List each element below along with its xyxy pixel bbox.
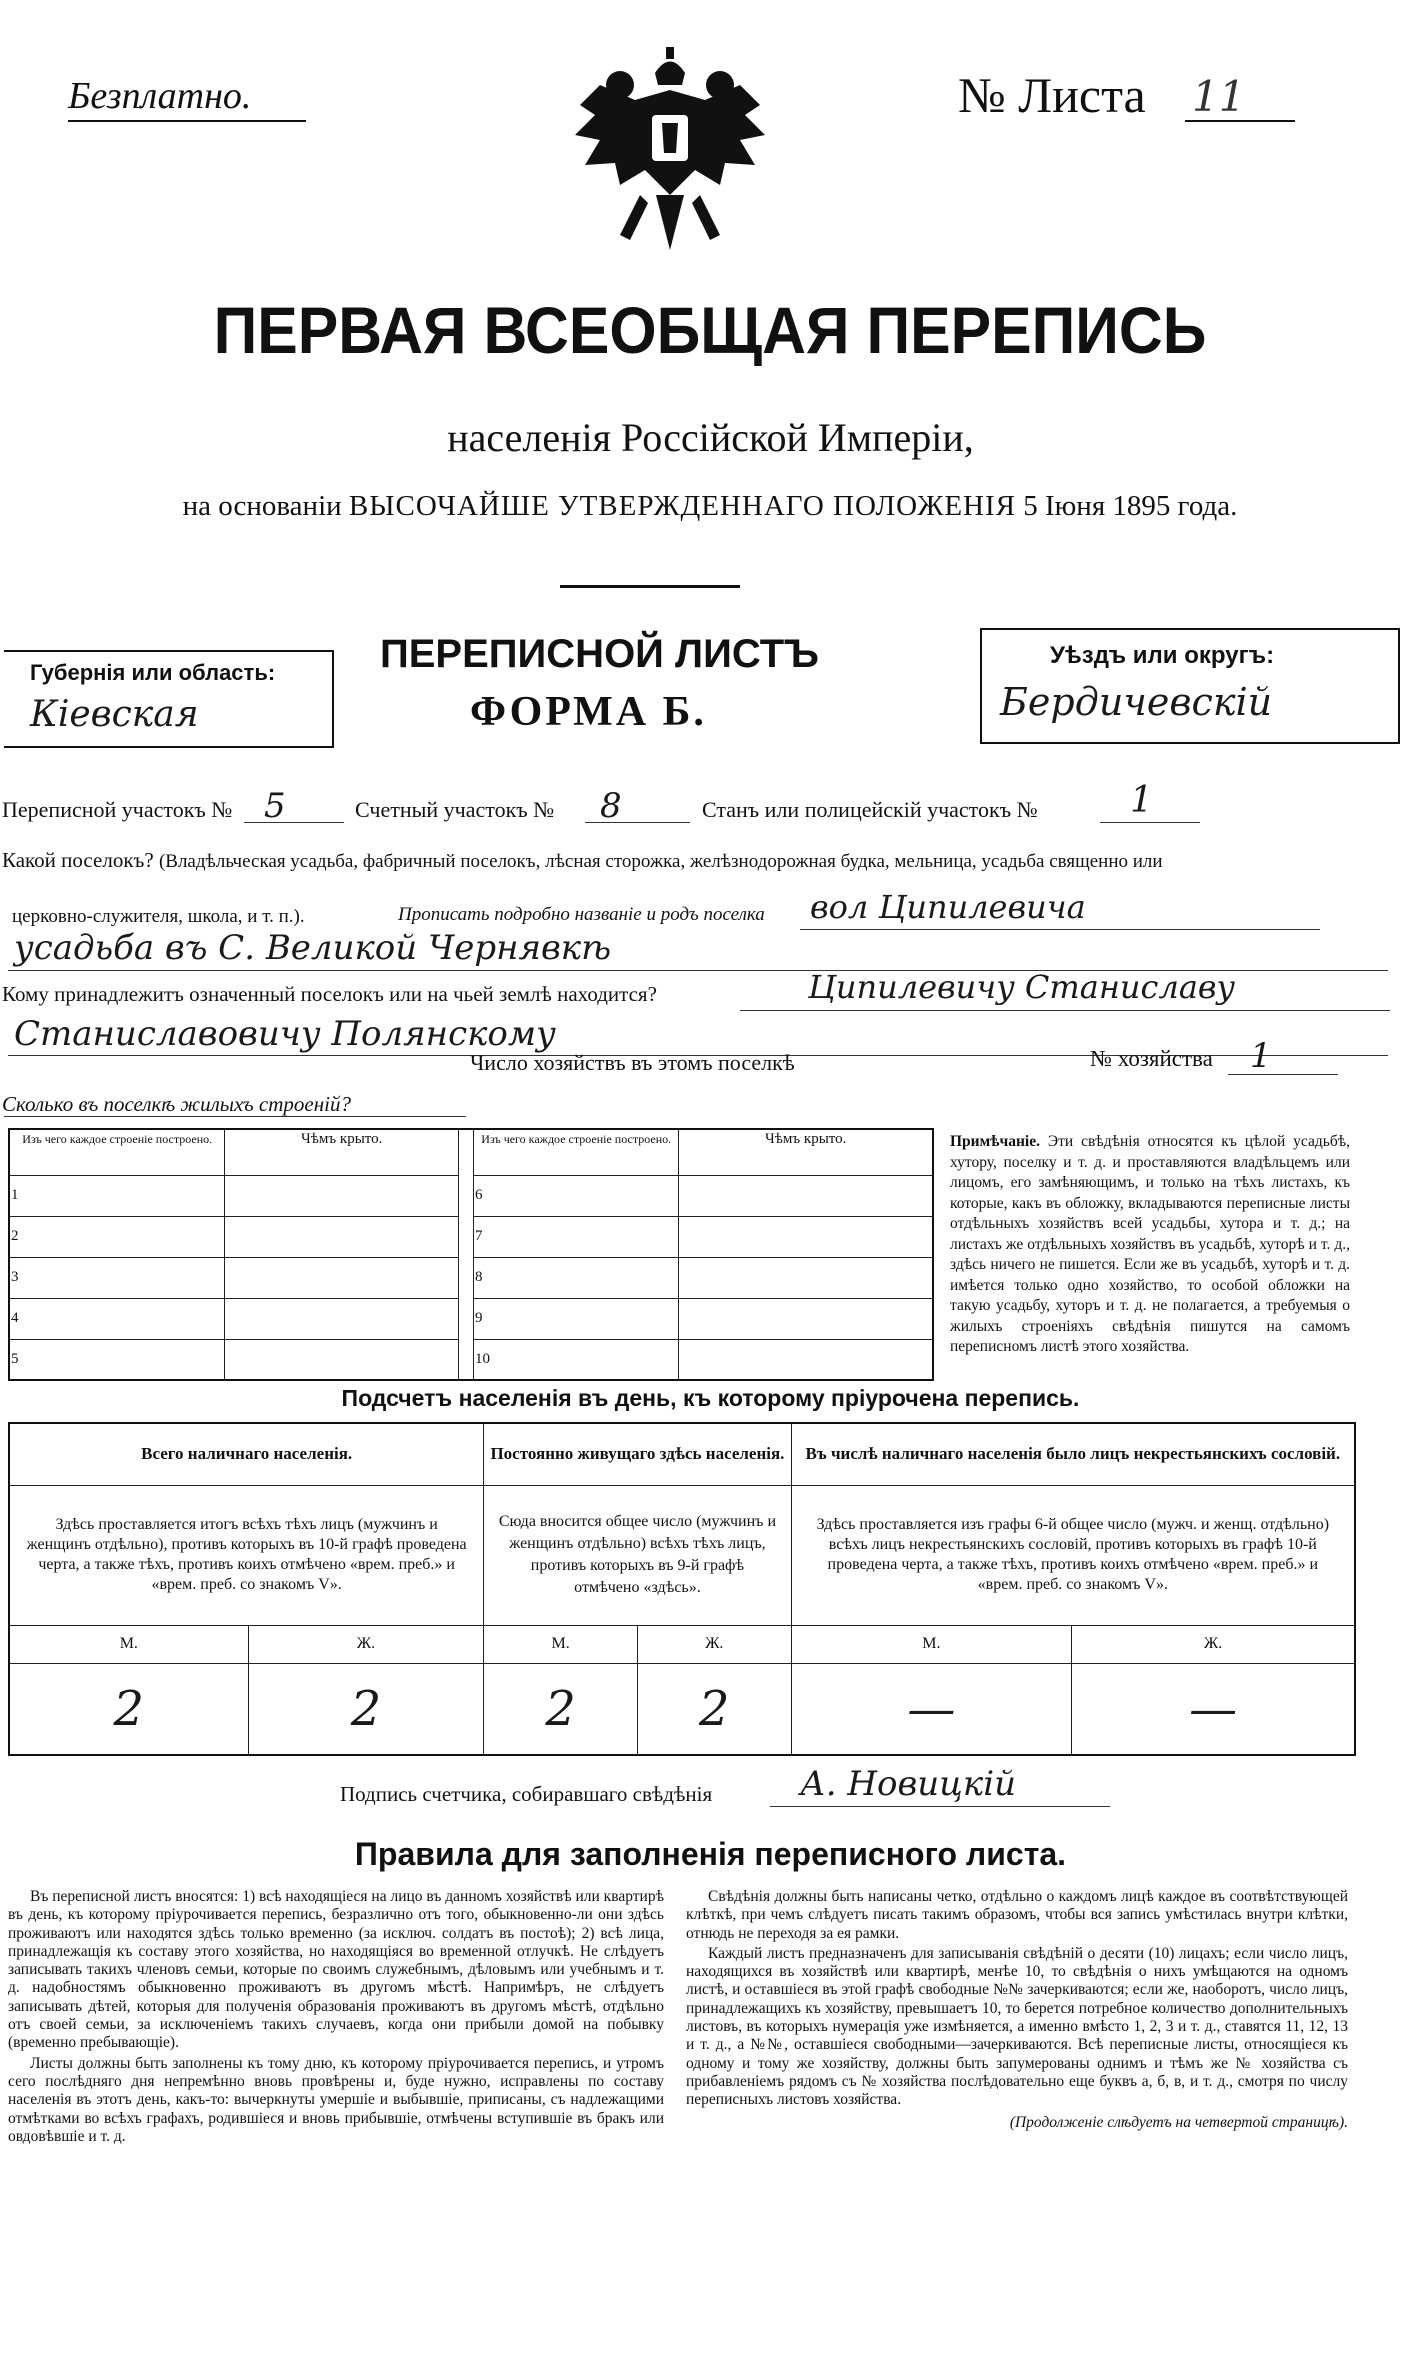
police-section-label: Станъ или полицейскій участокъ № [702,797,1038,822]
free-label: Безплатно. [68,75,252,117]
resident-population-header: Постоянно живущаго здѣсь населенія. [484,1423,791,1485]
building-row-6[interactable]: 6 [473,1175,678,1216]
settlement-hint: (Владѣльческая усадьба, фабричный поселокъ, лѣсная сторожка, желѣзнодорожная будка, мельница, усадьба священно или [158,851,1163,872]
settlement-value-2[interactable]: усадьба въ С. Великой Чернявкѣ [14,928,612,968]
resident-m-label: М. [484,1625,638,1663]
non-peasant-desc: Здѣсь проставляется изъ графы 6-й общее число (мужч. и женщ. отдѣльно) всѣхъ лицъ некрестьянскихъ сословій, противъ которыхъ въ графѣ 10-й проведена черта, а также тѣхъ, противъ коихъ отмѣчено «врем. преб.» и «врем. преб. со знакомъ V». [791,1485,1355,1625]
rules-left-paragraph-1: Въ переписной листъ вносятся: 1) всѣ находящіеся на лицо въ данномъ хозяйствѣ или квартирѣ въ день, къ которому пріурочивается перепись, безразлично отъ того, обыкновенно-ли они здѣсь проживаютъ или находятся здѣсь только временно (за исключ. солдатъ въ постоѣ); 2) всѣ лица, принадлежащія къ составу этого хозяйства, но находящіяся во временной отлучкѣ. Не слѣдуетъ записывать такихъ членовъ семьи, которые по своимъ служебнымъ, дѣловымъ или учебнымъ и т. д. надобностямъ обыкновенно проживаютъ въ другомъ мѣстѣ. Напримѣръ, не слѣдуетъ записывать дѣтей, которыя для полученія образованія проживаютъ въ другомъ мѣстѣ, отдѣльно отъ своей семьи, за исключеніемъ такихъ случаевъ, когда они прибыли домой на побывку (временно пребывающіе). [8,1888,664,2052]
double-headed-eagle-emblem [560,45,780,260]
total-m-label: М. [9,1625,248,1663]
settlement-label [2,848,1402,873]
settlement-line-1 [800,929,1320,930]
household-number-value[interactable]: 1 [1250,1036,1272,1076]
form-name: ПЕРЕПИСНОЙ ЛИСТЪ [380,632,819,676]
building-row-9[interactable]: 9 [473,1298,678,1339]
building-row-8[interactable]: 8 [473,1257,678,1298]
household-number-label: № хозяйства [1090,1046,1213,1071]
police-section-line [1100,822,1200,823]
form-code: ФОРМА Б. [470,689,707,735]
note-lead: Примѣчаніе. [950,1133,1040,1150]
rules-left-column [8,1888,664,2148]
census-section-value[interactable]: 5 [264,786,286,826]
district-value[interactable]: Бердичевскій [1000,680,1273,724]
population-table [8,1422,1356,1756]
rules-title: Правила для заполненія переписного листа. [354,1836,1067,1872]
census-section-label: Переписной участокъ № [2,797,233,822]
settlement-hint-2: церковно-служителя, школа, и т. п.). [12,906,305,927]
building-row-4[interactable]: 4 [9,1298,225,1339]
note-block [950,1132,1350,1358]
settlement-question: Какой поселокъ? [2,848,154,872]
non-peasant-m-value[interactable]: — [791,1663,1072,1755]
sheet-number-value: 11 [1192,72,1246,121]
building-row-2[interactable]: 2 [9,1216,225,1257]
resident-f-value[interactable]: 2 [637,1663,791,1755]
rules-right-column [686,1888,1348,2132]
building-row-3[interactable]: 3 [9,1257,225,1298]
census-section-line [244,822,344,823]
total-f-value[interactable]: 2 [248,1663,484,1755]
police-section-value[interactable]: 1 [1130,780,1153,821]
province-value[interactable]: Кіевская [30,694,199,735]
rules-right-paragraph-2: Каждый листъ предназначенъ для записыванія свѣдѣній о десяти (10) лицахъ; если число лицъ, находящихся въ хозяйствѣ или квартирѣ, менѣе 10, то свѣдѣнія о нихъ умѣщаются на одномъ листѣ, и оставшіеся въ этой графѣ свободные №№ зачеркиваются; если же, наоборотъ, число лицъ, принадлежащихъ къ хозяйству, превышаетъ 10, то берется потребное количество дополнительныхъ листовъ, въ которыхъ нумерація уже измѣняется, а именно вмѣсто 1, 2, 3 и т. д., ставятся 11, 12, 13 и т. д., а №№, оставшіеся свободными—зачеркиваются. Всѣ переписные листы, относящіеся къ одному и тому же хозяйству, должны быть запумерованы однимъ и тѣмъ же № хозяйства съ прибавленіемъ рядомъ съ № хозяйства послѣдовательно еще буквъ а, б, в, и т. д., смотря по числу переписныхъ листовъ хозяйства. [686,1944,1348,2109]
rules-continued-note: (Продолженіе слѣдуетъ на четвертой страницѣ). [1009,2113,1348,2131]
buildings-label: Сколько въ поселкѣ жилыхъ строеній? [2,1092,351,1116]
legal-basis-prefix: на основаніи [182,490,342,522]
note-text: Эти свѣдѣнія относятся къ цѣлой усадьбѣ, хутору, поселку и т. д. и проставляются владѣльцемъ или лицомъ, его замѣняющимъ, и только на тѣхъ листахъ, къ которые, какъ въ обложку, вкладываются переписные листы отдѣльныхъ хозяйствъ всей усадьбы, хутора и т. д.; на листахъ же отдѣльныхъ хозяйствъ въ усадьбѣ, хуторѣ и т. д., здѣсь ничего не пишется. Если же въ усадьбѣ, хуторѣ и т. д. имѣется только одно хозяйство, то особой обложки на такую усадьбу, хуторъ и т. д. не полагается, а требуемыя о жилыхъ строеніяхъ свѣдѣнія пишутся на самомъ переписномъ листѣ этого хозяйства. [950,1133,1351,1355]
non-peasant-m-label: М. [791,1625,1072,1663]
non-peasant-f-label: Ж. [1072,1625,1355,1663]
population-heading: Подсчетъ населенія въ день, къ которому пріурочена перепись. [341,1385,1080,1411]
legal-basis-caps: ВЫСОЧАЙШЕ УТВЕРЖДЕННАГО ПОЛОЖЕНІЯ [348,490,1016,522]
legal-basis-suffix: 5 Іюня 1895 года. [1023,490,1238,522]
owner-value-1[interactable]: Ципилевичу Станиславу [808,968,1236,1006]
rules-right-paragraph-1: Свѣдѣнія должны быть написаны четко, отдѣльно о каждомъ лицѣ каждое въ соотвѣтствующей клѣткѣ, при чемъ слѣдуетъ писать такимъ образомъ, чтобы вся запись умѣстилась внутри клѣтки, отнюдь не переходя за ея рамки. [686,1888,1348,1942]
household-number-line [1228,1074,1338,1075]
building-row-7[interactable]: 7 [473,1216,678,1257]
title-divider [560,585,740,588]
material-header-left: Изъ чего каждое строеніе построено. [9,1129,225,1175]
district-label: Уѣздъ или округъ: [1050,642,1275,669]
non-peasant-f-value[interactable]: — [1072,1663,1355,1755]
total-population-header: Всего наличнаго населенія. [9,1423,484,1485]
signature-label: Подпись счетчика, собиравшаго свѣдѣнія [340,1782,713,1806]
roof-header-right: Чѣмъ крыто. [679,1129,933,1175]
roof-header-left: Чѣмъ крыто. [225,1129,459,1175]
material-header-right: Изъ чего каждое строеніе построено. [473,1129,678,1175]
resident-m-value[interactable]: 2 [484,1663,638,1755]
settlement-instruction: Прописать подробно названіе и родъ поселка [398,904,765,925]
building-row-1[interactable]: 1 [9,1175,225,1216]
resident-population-desc: Сюда вносится общее число (мужчинъ и женщинъ отдѣльно) всѣхъ тѣхъ лицъ, противъ которыхъ въ 9-й графѣ отмѣчено «здѣсь». [484,1485,791,1625]
settlement-value-1[interactable]: вол Ципилевича [810,888,1086,926]
total-population-desc: Здѣсь проставляется итогъ всѣхъ тѣхъ лицъ (мужчинъ и женщинъ отдѣльно), противъ которыхъ въ 10-й графѣ проведена черта, а также тѣхъ, противъ коихъ отмѣчено «врем. преб.» и «врем. преб. со знакомъ V». [9,1485,484,1625]
count-section-value[interactable]: 8 [600,786,622,826]
total-m-value[interactable]: 2 [9,1663,248,1755]
page-title: ПЕРВАЯ ВСЕОБЩАЯ ПЕРЕПИСЬ [213,293,1207,367]
free-label-underline [68,120,306,122]
buildings-line [4,1116,466,1117]
province-label: Губернія или область: [30,660,276,685]
signature-value[interactable]: А. Новицкій [800,1764,1016,1804]
building-row-10[interactable]: 10 [473,1339,678,1380]
owner-line-1 [740,1010,1390,1011]
rules-left-paragraph-2: Листы должны быть заполнены къ тому дню, къ которому пріурочивается перепись, и утромъ сего послѣдняго дня непремѣнно вновь провѣрены и, буде нужно, исправлены по составу населенія въ этотъ день, какъ-то: вычеркнуты умершіе и выбывшіе, приписаны, съ надлежащими отмѣтками во всѣхъ графахъ, родившіеся и вновь прибывшіе, отмѣчены вступившіе въ бракъ или овдовѣвшіе и т. д. [8,2054,664,2145]
legal-basis [60,490,1360,523]
resident-f-label: Ж. [637,1625,791,1663]
buildings-table [8,1128,934,1381]
count-section-label: Счетный участокъ № [355,797,555,822]
total-f-label: Ж. [248,1625,484,1663]
page-subtitle: населенія Россійской Имперіи, [447,415,974,460]
signature-line [770,1806,1110,1807]
households-label: Число хозяйствъ въ этомъ поселкѣ [470,1050,795,1075]
sheet-number-label: № Листа [958,67,1146,123]
owner-value-2[interactable]: Станиславовичу Полянскому [14,1014,556,1054]
owner-label: Кому принадлежитъ означенный поселокъ или на чьей землѣ находится? [2,982,657,1006]
non-peasant-header: Въ числѣ наличнаго населенія было лицъ некрестьянскихъ сословій. [791,1423,1355,1485]
building-row-5[interactable]: 5 [9,1339,225,1380]
sheet-number-line [1185,120,1295,122]
